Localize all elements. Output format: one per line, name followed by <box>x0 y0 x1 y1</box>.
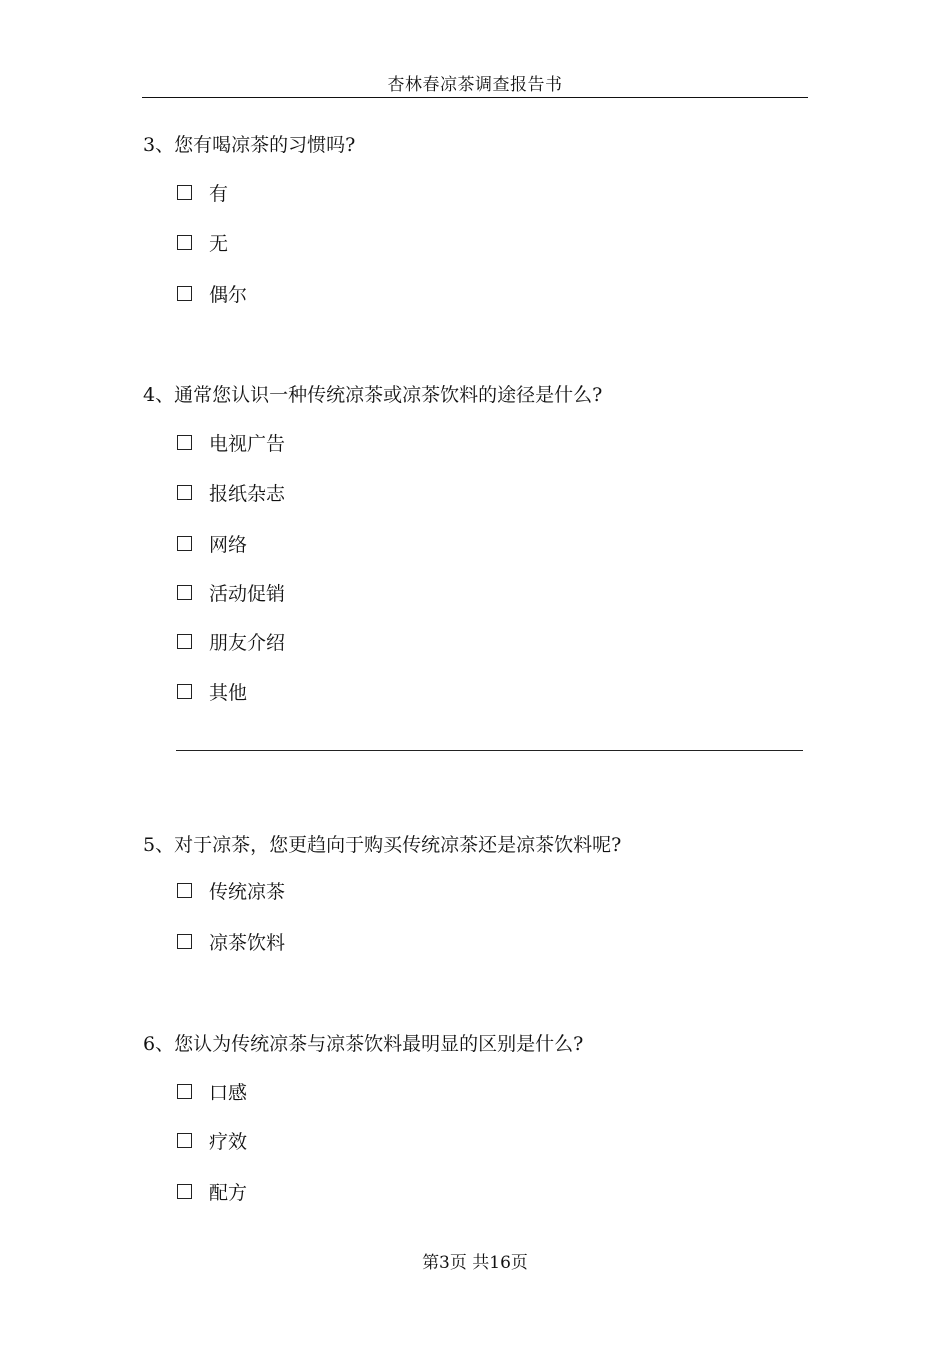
question-3: 3、您有喝凉茶的习惯吗? <box>143 134 356 156</box>
checkbox[interactable] <box>177 634 192 649</box>
checkbox[interactable] <box>177 1184 192 1199</box>
option-q3-2[interactable] <box>177 229 228 256</box>
option-q4-5[interactable] <box>177 628 285 655</box>
option-q6-3[interactable] <box>177 1178 247 1205</box>
option-q3-3[interactable] <box>177 280 247 307</box>
option-q6-2[interactable] <box>177 1127 247 1154</box>
checkbox[interactable] <box>177 286 192 301</box>
option-label: 疗效 <box>209 1131 248 1153</box>
checkbox[interactable] <box>177 585 192 600</box>
option-label: 朋友介绍 <box>209 632 286 654</box>
option-label: 凉茶饮料 <box>209 932 286 954</box>
checkbox[interactable] <box>177 536 192 551</box>
option-q5-1[interactable] <box>177 877 285 904</box>
question-6: 6、您认为传统凉茶与凉茶饮料最明显的区别是什么? <box>143 1033 584 1055</box>
checkbox[interactable] <box>177 485 192 500</box>
question-5: 5、对于凉茶，您更趋向于购买传统凉茶还是凉茶饮料呢? <box>143 834 622 856</box>
checkbox[interactable] <box>177 883 192 898</box>
checkbox[interactable] <box>177 235 192 250</box>
checkbox[interactable] <box>177 435 192 450</box>
option-q4-3[interactable] <box>177 530 247 557</box>
question-4: 4、通常您认识一种传统凉茶或凉茶饮料的途径是什么? <box>143 384 603 406</box>
checkbox[interactable] <box>177 1084 192 1099</box>
option-label: 配方 <box>209 1182 248 1204</box>
option-label: 偶尔 <box>209 284 248 306</box>
option-q3-1[interactable] <box>177 179 228 206</box>
header-divider <box>142 97 808 98</box>
option-q4-4[interactable] <box>177 579 285 606</box>
option-q4-6[interactable] <box>177 678 247 705</box>
checkbox[interactable] <box>177 934 192 949</box>
option-q5-2[interactable] <box>177 928 285 955</box>
checkbox[interactable] <box>177 185 192 200</box>
page-number-footer: 第3页 共16页 <box>422 1253 528 1273</box>
option-label: 其他 <box>209 682 248 704</box>
option-q4-2[interactable] <box>177 479 285 506</box>
option-q4-1[interactable] <box>177 429 285 456</box>
option-label: 无 <box>209 233 229 255</box>
document-header-title: 杏林春凉茶调查报告书 <box>387 75 563 95</box>
option-label: 口感 <box>209 1082 248 1104</box>
option-label: 活动促销 <box>209 583 286 605</box>
checkbox[interactable] <box>177 684 192 699</box>
option-label: 有 <box>209 183 229 205</box>
option-q6-1[interactable] <box>177 1078 247 1105</box>
option-label: 电视广告 <box>209 433 286 455</box>
checkbox[interactable] <box>177 1133 192 1148</box>
option-label: 传统凉茶 <box>209 881 286 903</box>
option-label: 报纸杂志 <box>209 483 286 505</box>
other-answer-line[interactable] <box>176 750 803 751</box>
option-label: 网络 <box>209 534 248 556</box>
